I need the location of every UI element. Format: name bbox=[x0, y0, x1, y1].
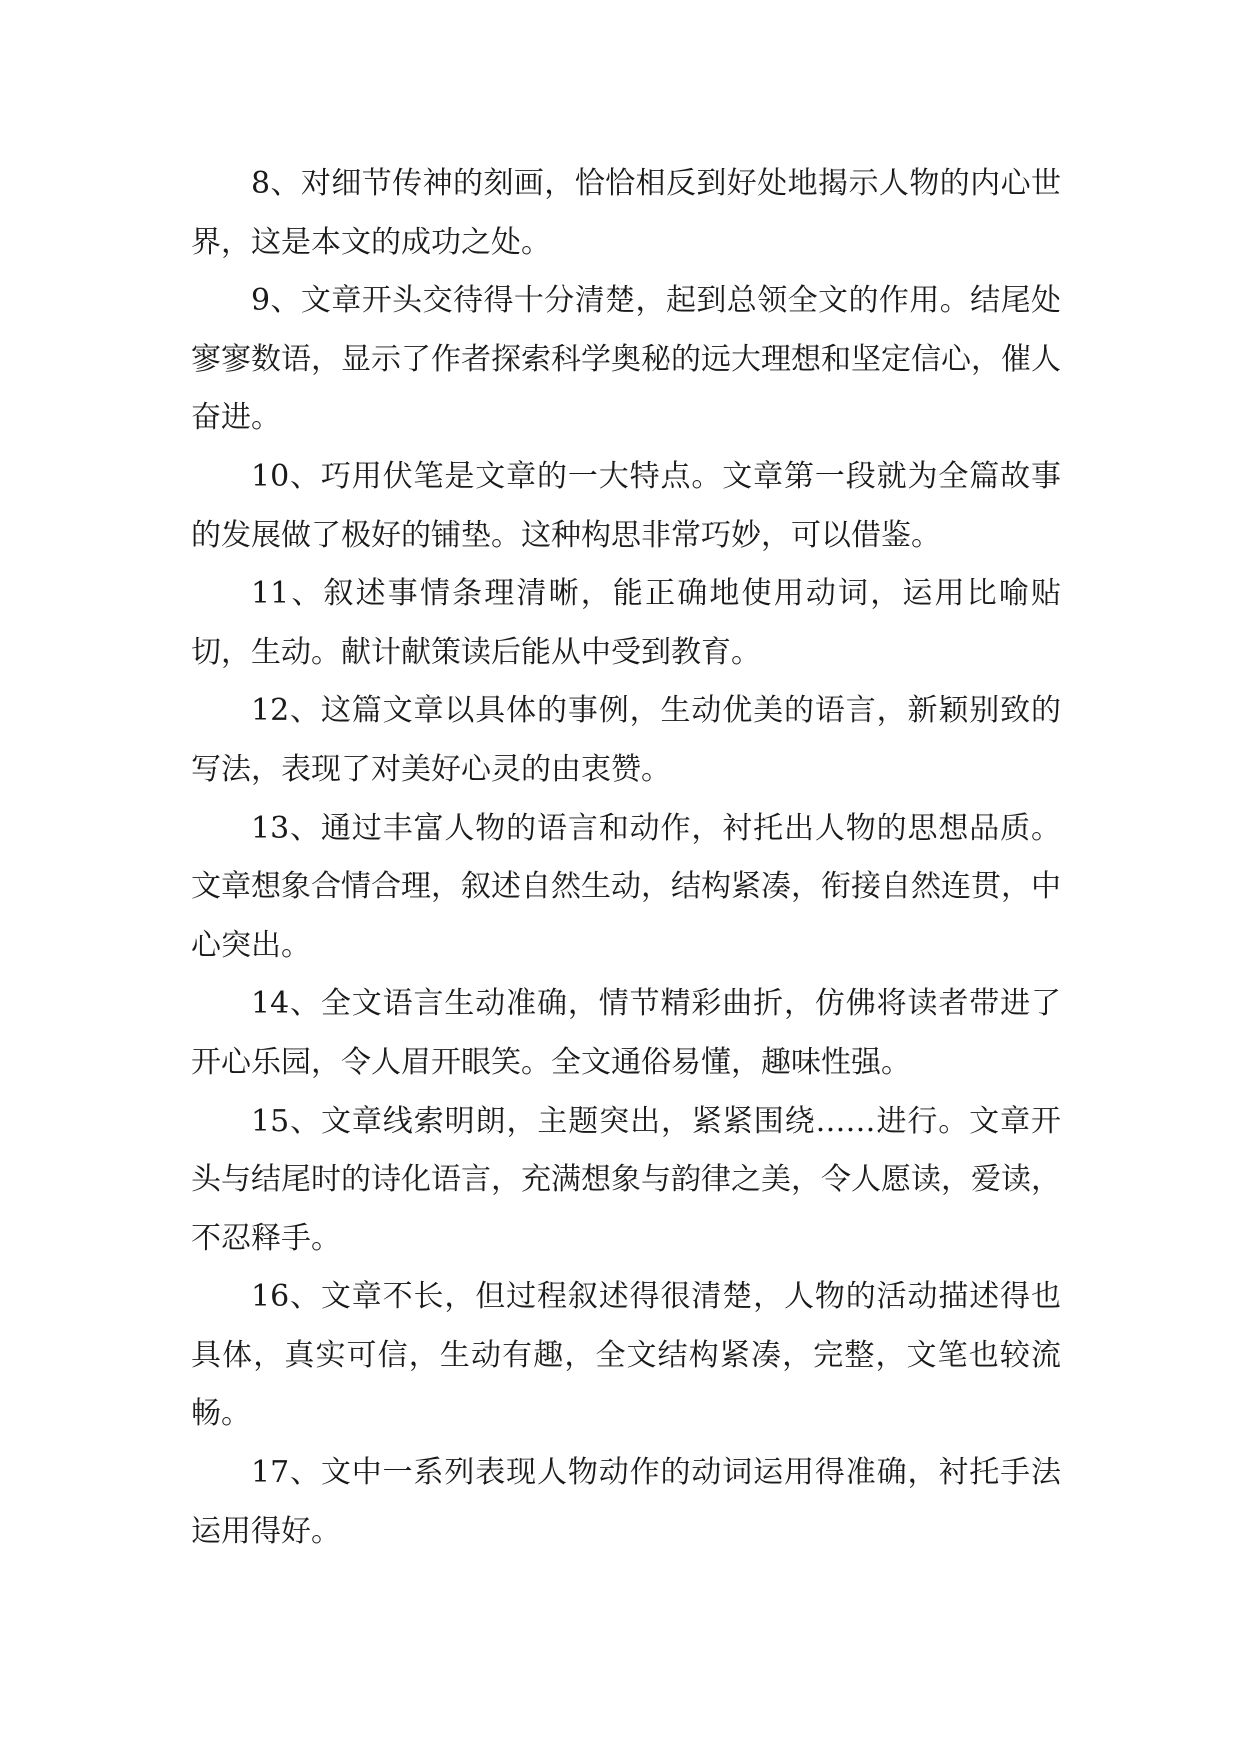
document-body bbox=[191, 155, 1061, 1561]
paragraph-12: 12、这篇文章以具体的事例，生动优美的语言，新颖别致的写法，表现了对美好心灵的由衷赞。 bbox=[191, 693, 1061, 787]
paragraph-14: 14、全文语言生动准确，情节精彩曲折，仿佛将读者带进了开心乐园，令人眉开眼笑。全文通俗易懂，趣味性强。 bbox=[191, 986, 1061, 1080]
paragraph-15: 15、文章线索明朗，主题突出，紧紧围绕……进行。文章开头与结尾时的诗化语言，充满想象与韵律之美，令人愿读，爱读，不忍释手。 bbox=[191, 1103, 1061, 1256]
paragraph-8: 8、对细节传神的刻画，恰恰相反到好处地揭示人物的内心世界，这是本文的成功之处。 bbox=[191, 166, 1061, 260]
paragraph-13: 13、通过丰富人物的语言和动作，衬托出人物的思想品质。文章想象合情合理，叙述自然生动，结构紧凑，衔接自然连贯，中心突出。 bbox=[191, 810, 1061, 963]
paragraph-11: 11、叙述事情条理清晰，能正确地使用动词，运用比喻贴切，生动。献计献策读后能从中受到教育。 bbox=[191, 576, 1061, 670]
paragraph-16: 16、文章不长，但过程叙述得很清楚，人物的活动描述得也具体，真实可信，生动有趣，全文结构紧凑，完整，文笔也较流畅。 bbox=[191, 1279, 1061, 1432]
paragraph-10: 10、巧用伏笔是文章的一大特点。文章第一段就为全篇故事的发展做了极好的铺垫。这种构思非常巧妙，可以借鉴。 bbox=[191, 458, 1061, 553]
paragraph-9: 9、文章开头交待得十分清楚，起到总领全文的作用。结尾处寥寥数语，显示了作者探索科学奥秘的远大理想和坚定信心，催人奋进。 bbox=[191, 283, 1061, 436]
paragraph-17: 17、文中一系列表现人物动作的动词运用得准确，衬托手法运用得好。 bbox=[191, 1455, 1061, 1549]
